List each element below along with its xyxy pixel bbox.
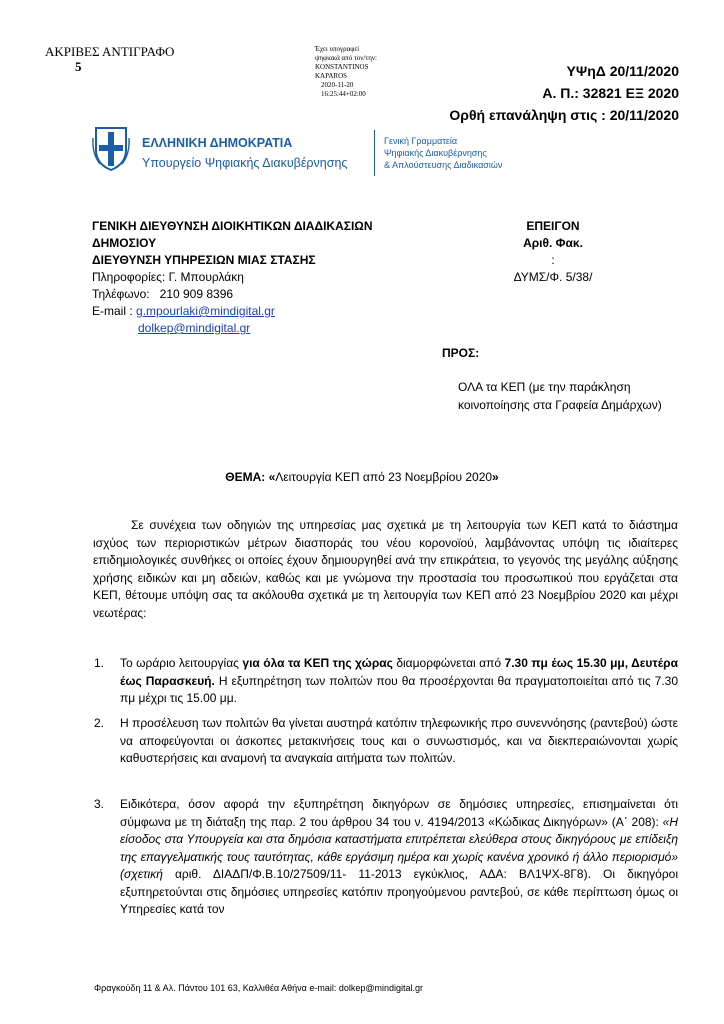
subject-close-quote: »	[492, 470, 499, 484]
page-number: 5	[75, 59, 82, 74]
list-item	[94, 655, 678, 708]
phone-line	[92, 286, 373, 303]
phone-label: Τηλέφωνο:	[92, 287, 150, 301]
item-text-part: Ειδικότερα, όσον αφορά την εξυπηρέτηση δικηγόρων σε δημόσιες υπηρεσίες, επισημαίνεται ότι σύμφωνα με τη διάταξη της παρ. 2 του άρθρου 34 του ν. 4194/2013 «Κώδικας Δικηγόρων» (Α΄ 208):	[120, 797, 678, 829]
urgency-block	[478, 218, 628, 286]
signature-line: 2020-11-20	[321, 81, 354, 89]
list-item	[94, 715, 678, 768]
item-text-part: Το ωράριο λειτουργίας	[120, 656, 243, 670]
secretariat-line: & Απλούστευσης Διαδικασιών	[384, 160, 503, 170]
secretariat-line: Γενική Γραμματεία	[384, 136, 458, 146]
file-number-colon: :	[551, 253, 555, 267]
recipients-text: ΟΛΑ τα ΚΕΠ (με την παράκληση κοινοποίησης στα Γραφεία Δημάρχων)	[458, 380, 662, 412]
signature-line: ψηφιακά από τον/την:	[315, 54, 377, 62]
subject-label: ΘΕΜΑ:	[225, 470, 266, 484]
to-label: ΠΡΟΣ:	[442, 346, 480, 360]
item-text-quote: «Η είσοδος στα Υπουργεία και στα δημόσια καταστήματα επιτρέπεται ελεύθερα στους δικηγόρους με επίδειξη της επαγγελματικής τους ταυτότητας, κάθε εργάσιμη ημέρα και χωρίς κανένα χρονικό ή άλλο περιορισμό» (σχετική	[120, 814, 678, 881]
urgent-label: ΕΠΕΙΓΟΝ	[526, 219, 580, 233]
certified-copy-label: ΑΚΡΙΒΕΣ ΑΝΤΙΓΡΑΦΟ	[45, 44, 175, 59]
list-item	[94, 796, 678, 919]
subject-open-quote: «	[265, 470, 276, 484]
ministry-logo	[92, 124, 652, 184]
directorate: ΔΙΕΥΘΥΝΣΗ ΥΠΗΡΕΣΙΩΝ ΜΙΑΣ ΣΤΑΣΗΣ	[92, 253, 316, 267]
general-directorate: ΓΕΝΙΚΗ ΔΙΕΥΘΥΝΣΗ ΔΙΟΙΚΗΤΙΚΩΝ ΔΙΑΔΙΚΑΣΙΩΝ	[92, 219, 373, 233]
list-item-number: 3.	[94, 797, 105, 811]
corrected-repeat: Ορθή επανάληψη στις : 20/11/2020	[449, 107, 679, 123]
signature-line: Έχει υπογραφεί	[315, 45, 360, 53]
item-text-bold: 7.30 πμ έως 15.30 μμ, Δευτέρα έως Παρασκευή.	[120, 656, 678, 688]
protocol-date: ΥΨηΔ 20/11/2020	[566, 63, 679, 79]
item-text-part: διαμορφώνεται από	[392, 656, 505, 670]
protocol-info	[449, 60, 679, 126]
file-number: ΔΥΜΣ/Φ. 5/38/	[513, 270, 593, 284]
email-link-1[interactable]: g.mpourlaki@mindigital.gr	[136, 304, 275, 318]
footer-address: Φραγκούδη 11 & Αλ. Πάντου 101 63, Καλλιθέα Αθήνα e-mail: dolkep@mindigital.gr	[94, 983, 423, 993]
country-name: ΕΛΛΗΝΙΚΗ ΔΗΜΟΚΡΑΤΙΑ	[142, 136, 293, 150]
item-text-part: αριθ. ΔΙΑΔΠ/Φ.Β.10/27509/11- 11-2013 εγκύκλιος, ΑΔΑ: ΒΛ1ΨΧ-8Γ8). Οι δικηγόροι εξυπηρετούνται στις δημόσιες υπηρεσίες κατόπιν προηγούμενου ραντεβού, σε κάθε περίπτωση όμως οι Υπηρεσίες κατά τον	[120, 867, 678, 916]
file-number-label-line	[478, 235, 628, 269]
protocol-number: Α. Π.: 32821 ΕΞ 2020	[542, 85, 679, 101]
general-directorate-cont: ΔΗΜΟΣΙΟΥ	[92, 236, 157, 250]
contact-info: Πληροφορίες: Γ. Μπουρλάκη	[92, 270, 244, 284]
signature-line: KAPAROS	[315, 72, 348, 80]
file-number-label: Αριθ. Φακ.	[523, 236, 583, 250]
intro-paragraph: Σε συνέχεια των οδηγιών της υπηρεσίας μας σχετικά με τη λειτουργία των ΚΕΠ κατά το διάστημα ισχύος των περιοριστικών μέτρων διασποράς του νέου κορονοϊού, λαμβάνοντας υπόψη τις ιδιαίτερες επιδημιολογικές συνθήκες οι οποίες έχουν δημιουργηθεί ανά την επικράτεια, το γεγονός της μεγάλης αύξησης χρήσης ειδικών και μη αδειών, καθώς και με γνώμονα την προστασία του προσωπικού που εργάζεται στα ΚΕΠ, θέτουμε υπόψη σας τα ακόλουθα σχετικά με τη λειτουργία των ΚΕΠ από 23 Νοεμβρίου 2020 και μέχρι νεωτέρας:	[93, 518, 678, 620]
secretariat-line: Ψηφιακής Διακυβέρνησης	[384, 148, 487, 158]
list-item-text: Η προσέλευση των πολιτών θα γίνεται αυστηρά κατόπιν τηλεφωνικής προ συνεννόησης (ραντεβού) ώστε να αποφεύγονται οι άσκοπες μετακινήσεις τους και ο συνωστισμός, και να διεκπεραιώνονται χωρίς καθυστερήσεις και αναμονή τα αναγκαία αιτήματα των πολιτών.	[120, 716, 678, 765]
phone-number: 210 909 8396	[159, 287, 234, 301]
email-label: E-mail :	[92, 304, 133, 318]
list-item-number: 1.	[94, 656, 105, 670]
department-block	[92, 218, 373, 337]
email-link-2[interactable]: dolkep@mindigital.gr	[138, 321, 251, 335]
signature-line: 16:25:44+02:00	[321, 90, 366, 98]
certified-copy-header	[45, 44, 174, 74]
email-line	[92, 303, 373, 320]
list-item-text	[110, 655, 678, 708]
email-line-2	[92, 320, 373, 337]
list-item-text	[110, 796, 678, 919]
subject-line	[0, 470, 724, 484]
greek-emblem-icon	[92, 124, 130, 172]
digital-signature	[315, 45, 435, 99]
signature-line: KONSTANTINOS	[315, 63, 369, 71]
logo-divider	[374, 130, 375, 176]
item-text-part: Η εξυπηρέτηση των πολιτών που θα προσέρχονται θα πραγματοποιείται από τις 7.30 πμ μέχρι τις 15.00 μμ.	[120, 673, 678, 705]
subject-text: Λειτουργία ΚΕΠ από 23 Νοεμβρίου 2020	[275, 470, 493, 484]
item-text-bold: για όλα τα ΚΕΠ της χώρας	[242, 656, 393, 670]
ministry-name: Υπουργείο Ψηφιακής Διακυβέρνησης	[142, 156, 348, 170]
list-item-number: 2.	[94, 716, 105, 730]
